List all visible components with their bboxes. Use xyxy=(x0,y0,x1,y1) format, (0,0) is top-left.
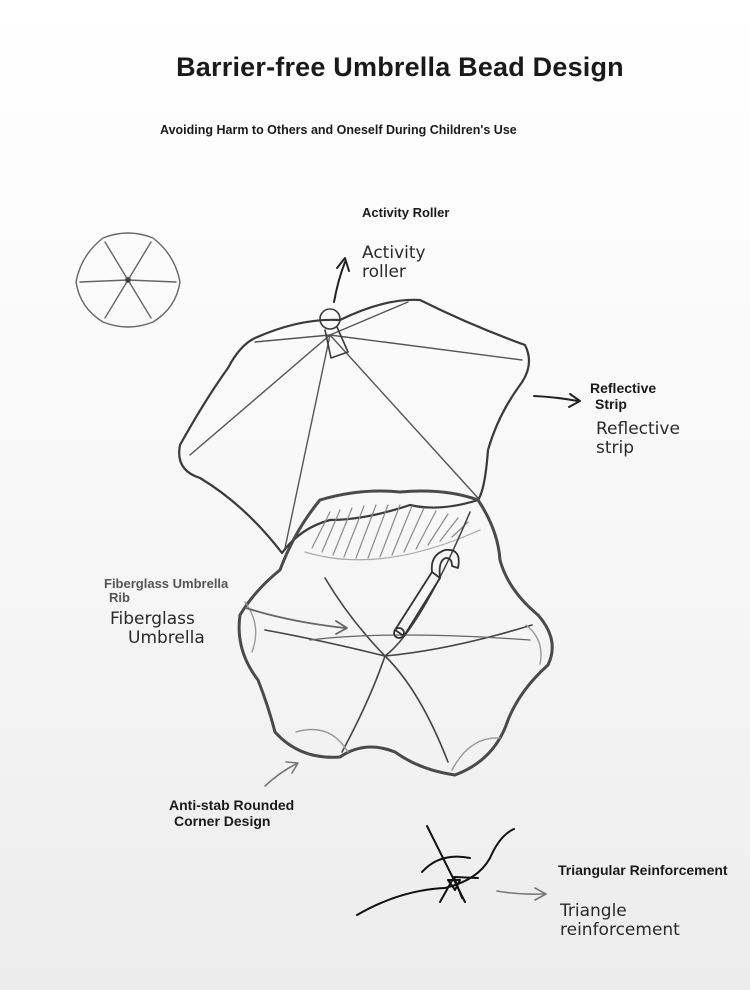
fiberglass-rib-label: Fiberglass Umbrella Rib xyxy=(104,576,229,605)
fiberglass-arrow xyxy=(246,608,347,634)
page-title: Barrier-free Umbrella Bead Design xyxy=(176,52,624,82)
reflective-strip-label: Reflective Strip xyxy=(590,380,657,412)
umbrella-handle xyxy=(394,550,459,638)
upper-umbrella-canopy xyxy=(179,300,529,553)
fiberglass-hand-label: Fiberglass Umbrella xyxy=(110,609,205,648)
page-subtitle: Avoiding Harm to Others and Oneself During Children's Use xyxy=(160,123,517,137)
reflective-strip-hand-label: Reflective strip xyxy=(596,419,680,458)
reflective-strip-arrow xyxy=(534,394,580,407)
triangular-reinforcement-label: Triangular Reinforcement xyxy=(558,862,728,878)
triangle-reinforcement-hand-label: Triangle reinforcement xyxy=(560,901,680,940)
anti-stab-label: Anti-stab Rounded Corner Design xyxy=(169,797,295,829)
activity-roller-arrow xyxy=(334,258,349,302)
lower-umbrella-ribs xyxy=(265,512,532,762)
activity-roller-label: Activity Roller xyxy=(362,205,450,220)
anti-stab-arrow xyxy=(265,762,298,786)
activity-roller-hand-label: Activity roller xyxy=(362,243,426,282)
triangle-reinforcement-detail xyxy=(357,826,514,915)
small-umbrella-top-view-icon xyxy=(76,233,180,327)
triangle-reinforcement-arrow xyxy=(497,888,546,900)
